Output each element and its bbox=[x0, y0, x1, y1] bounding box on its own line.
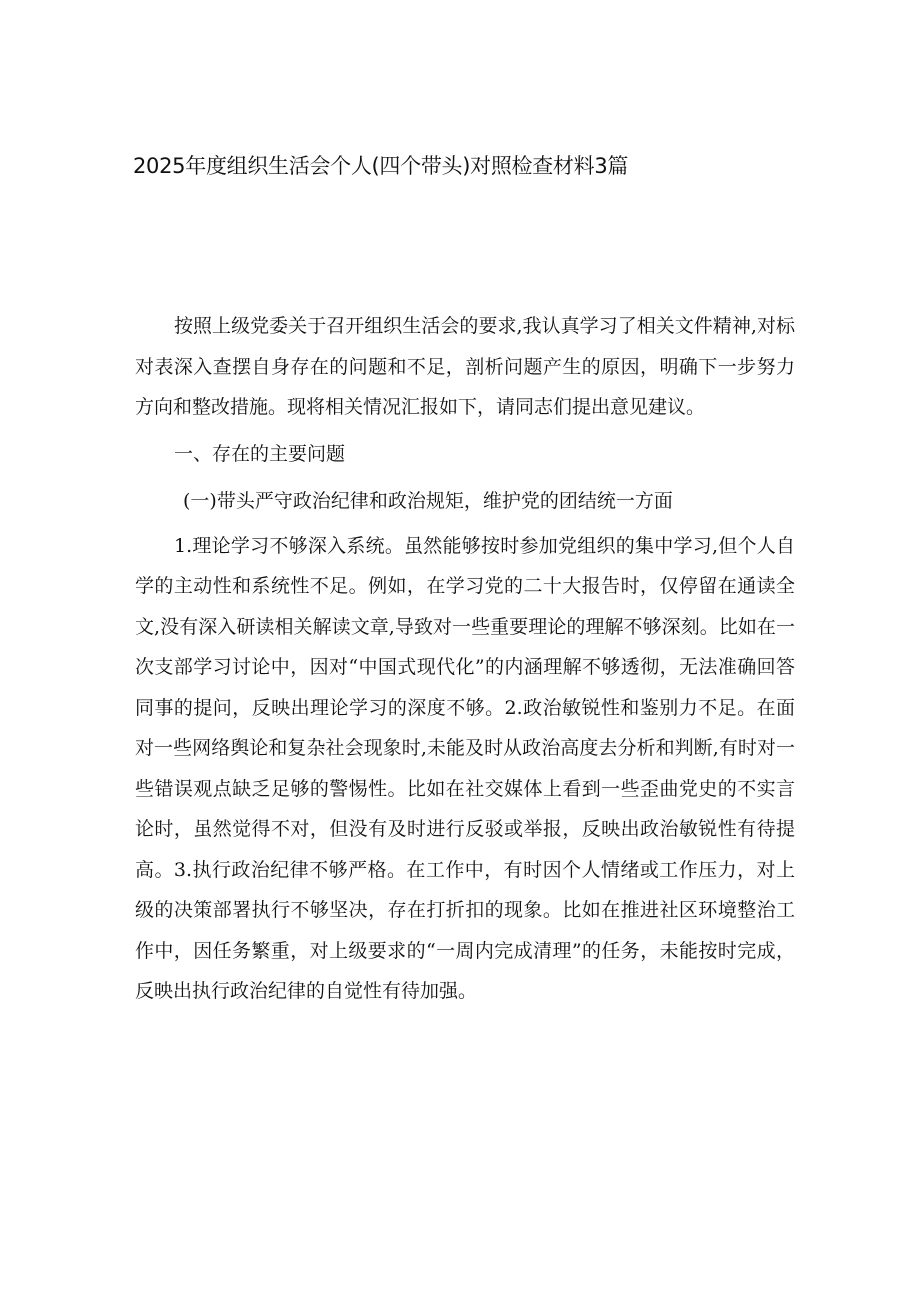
document-body bbox=[135, 306, 795, 1012]
body-paragraph: 1.理论学习不够深入系统。虽然能够按时参加党组织的集中学习,但个人自学的主动性和系统性不足。例如，在学习党的二十大报告时，仅停留在通读全文,没有深入研读相关解读文章,导致对一些重要理论的理解不够深刻。比如在一次支部学习讨论中，因对“中国式现代化”的内涵理解不够透彻，无法准确回答同事的提问，反映出理论学习的深度不够。2.政治敏锐性和鉴别力不足。在面对一些网络舆论和复杂社会现象时,未能及时从政治高度去分析和判断,有时对一些错误观点缺乏足够的警惕性。比如在社交媒体上看到一些歪曲党史的不实言论时，虽然觉得不对，但没有及时进行反驳或举报，反映出政治敏锐性有待提高。3.执行政治纪律不够严格。在工作中，有时因个人情绪或工作压力，对上级的决策部署执行不够坚决，存在打折扣的现象。比如在推进社区环境整治工作中，因任务繁重，对上级要求的“一周内完成清理”的任务，未能按时完成，反映出执行政治纪律的自觉性有待加强。 bbox=[135, 534, 795, 1002]
intro-paragraph: 按照上级党委关于召开组织生活会的要求,我认真学习了相关文件精神,对标对表深入查摆自身存在的问题和不足，剖析问题产生的原因，明确下一步努力方向和整改措施。现将相关情况汇报如下，请同志们提出意见建议。 bbox=[135, 315, 795, 418]
subsection-heading: (一)带头严守政治纪律和政治规矩，维护党的团结统一方面 bbox=[183, 489, 673, 512]
document-title: 2025年度组织生活会个人(四个带头)对照检查材料3篇 bbox=[133, 154, 629, 178]
section-heading: 一、存在的主要问题 bbox=[174, 442, 346, 465]
